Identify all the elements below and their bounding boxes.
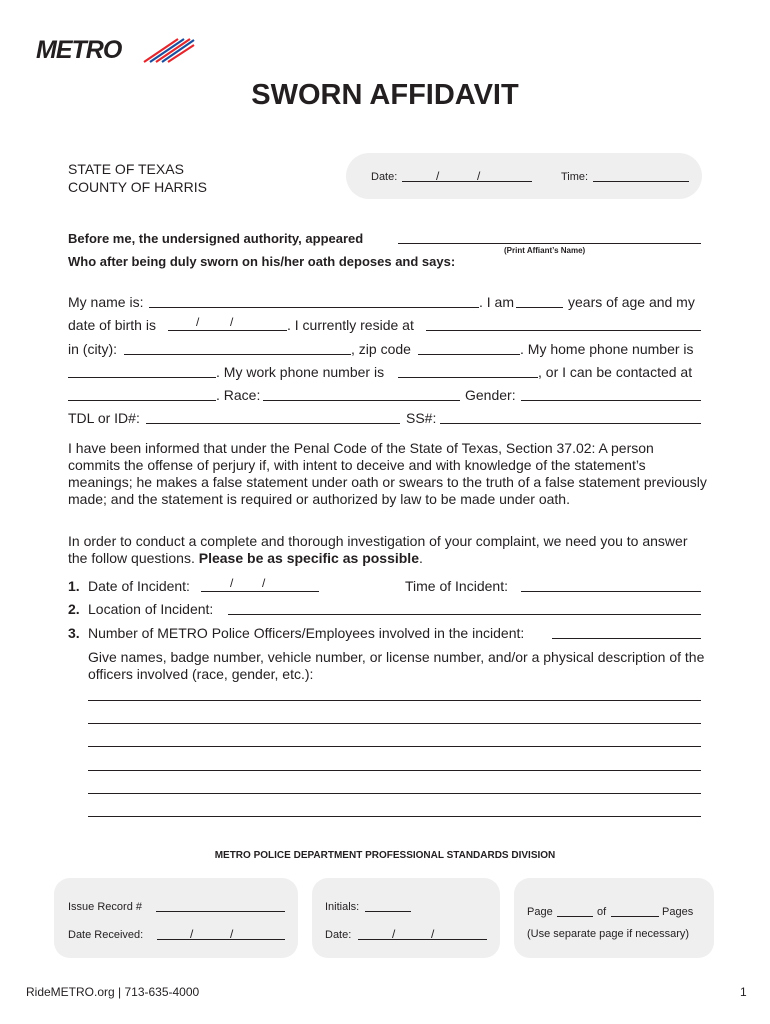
name-field[interactable] xyxy=(149,307,479,308)
date-of-birth-label: date of birth is xyxy=(68,317,156,333)
incident-location-field[interactable] xyxy=(228,614,701,615)
date-received-field[interactable] xyxy=(157,939,285,940)
home-phone-label: . My home phone number is xyxy=(520,341,694,357)
date-received-label: Date Received: xyxy=(68,929,144,941)
metro-logo xyxy=(36,36,196,66)
time-label: Time: xyxy=(561,171,589,183)
my-name-label: My name is: xyxy=(68,294,144,310)
ss-label: SS#: xyxy=(406,410,437,426)
description-line[interactable] xyxy=(88,793,701,794)
total-pages-field[interactable] xyxy=(611,916,659,917)
investigation-intro xyxy=(68,533,708,567)
question-location-label: Location of Incident: xyxy=(88,601,214,617)
city-label: in (city): xyxy=(68,341,117,357)
work-phone-label: . My work phone number is xyxy=(216,364,385,380)
zip-code-label: , zip code xyxy=(351,341,411,357)
logo-wordmark: METRO xyxy=(36,36,122,64)
officer-instructions: Give names, badge number, vehicle number, or license number, and/or a physical description of the officers involved (race, gender, etc.): xyxy=(88,649,705,682)
dob-slash: / xyxy=(196,315,200,329)
ss-field[interactable] xyxy=(440,423,701,424)
date-slash: / xyxy=(436,169,440,183)
office-date-field[interactable] xyxy=(358,939,487,940)
issue-record-label: Issue Record # xyxy=(68,901,142,913)
home-phone-field[interactable] xyxy=(68,377,216,378)
footer-contact: RideMETRO.org | 713-635-4000 xyxy=(26,985,200,999)
incident-date-field[interactable] xyxy=(201,591,319,592)
question-date-label: Date of Incident: xyxy=(88,578,190,594)
description-line[interactable] xyxy=(88,816,701,817)
page-title: SWORN AFFIDAVIT xyxy=(251,79,519,111)
print-name-caption: (Print Affiant’s Name) xyxy=(504,246,586,255)
date-received-slash: / xyxy=(230,927,234,941)
description-line[interactable] xyxy=(88,770,701,771)
of-label: of xyxy=(597,906,607,918)
race-field[interactable] xyxy=(263,400,460,401)
issue-record-field[interactable] xyxy=(156,911,285,912)
county-label: COUNTY OF HARRIS xyxy=(68,179,207,195)
office-date-label: Date: xyxy=(325,929,352,941)
division-heading: METRO POLICE DEPARTMENT PROFESSIONAL STANDARDS DIVISION xyxy=(214,850,556,861)
time-field[interactable] xyxy=(593,181,689,182)
oath-line-2: Who after being duly sworn on his/her oath deposes and says: xyxy=(68,254,456,269)
work-phone-field[interactable] xyxy=(398,377,538,378)
date-label: Date: xyxy=(371,171,398,183)
perjury-notice: I have been informed that under the Penal Code of the State of Texas, Section 37.02: A person commits the offense of perjury if, with intent to deceive and with knowledge of the statement’s meanings; he makes a false statement under oath or swears to the truth of a false statement previously made; and the statement is required or authorized by law to be made under oath. xyxy=(68,440,707,507)
officer-count-field[interactable] xyxy=(552,638,701,639)
date-time-box xyxy=(346,153,702,199)
oath-line-1: Before me, the undersigned authority, appeared xyxy=(68,231,364,246)
initials-label: Initials: xyxy=(325,901,360,913)
city-field[interactable] xyxy=(124,354,351,355)
date-received-slash: / xyxy=(190,927,194,941)
gender-field[interactable] xyxy=(521,400,701,401)
zip-field[interactable] xyxy=(418,354,520,355)
address-field[interactable] xyxy=(426,330,701,331)
issue-record-box xyxy=(54,878,298,958)
description-line[interactable] xyxy=(88,746,701,747)
time-of-incident-label: Time of Incident: xyxy=(405,578,508,594)
i-am-label: . I am xyxy=(479,294,515,310)
incident-date-slash: / xyxy=(230,576,234,590)
tdl-label: TDL or ID#: xyxy=(68,410,140,426)
intro-emphasis: Please be as specific as possible xyxy=(198,550,419,566)
incident-date-slash: / xyxy=(262,576,266,590)
gender-label: Gender: xyxy=(465,387,516,403)
state-label: STATE OF TEXAS xyxy=(68,161,184,177)
page-label: Page xyxy=(527,906,553,918)
dob-slash: / xyxy=(230,315,234,329)
logo-stripes-icon xyxy=(36,36,196,66)
intro-text: In order to conduct a complete and thorough investigation of your complaint, we need you to answer the follow questions. xyxy=(68,533,688,566)
pages-label: Pages xyxy=(662,906,694,918)
reside-at-label: . I currently reside at xyxy=(287,317,414,333)
date-slash: / xyxy=(477,169,481,183)
office-date-slash: / xyxy=(392,927,396,941)
description-line[interactable] xyxy=(88,700,701,701)
office-date-slash: / xyxy=(431,927,435,941)
page-number-field[interactable] xyxy=(557,916,593,917)
age-field[interactable] xyxy=(516,307,563,308)
initials-box xyxy=(312,878,500,958)
question-number: 2. xyxy=(68,601,80,617)
separate-page-note: (Use separate page if necessary) xyxy=(527,928,690,940)
intro-period: . xyxy=(418,550,423,566)
dob-field[interactable] xyxy=(168,330,287,331)
tdl-field[interactable] xyxy=(146,423,400,424)
page-number: 1 xyxy=(740,985,747,999)
alt-contact-field[interactable] xyxy=(68,400,216,401)
question-number: 3. xyxy=(68,625,80,641)
question-number: 1. xyxy=(68,578,80,594)
years-of-age-label: years of age and my xyxy=(568,294,695,310)
contacted-at-label: , or I can be contacted at xyxy=(538,364,693,380)
date-field[interactable] xyxy=(402,181,532,182)
description-line[interactable] xyxy=(88,723,701,724)
race-label: . Race: xyxy=(216,387,261,403)
affiant-name-field[interactable] xyxy=(398,243,701,244)
question-officers-label: Number of METRO Police Officers/Employees involved in the incident: xyxy=(88,625,525,641)
incident-time-field[interactable] xyxy=(521,591,701,592)
initials-field[interactable] xyxy=(365,911,411,912)
